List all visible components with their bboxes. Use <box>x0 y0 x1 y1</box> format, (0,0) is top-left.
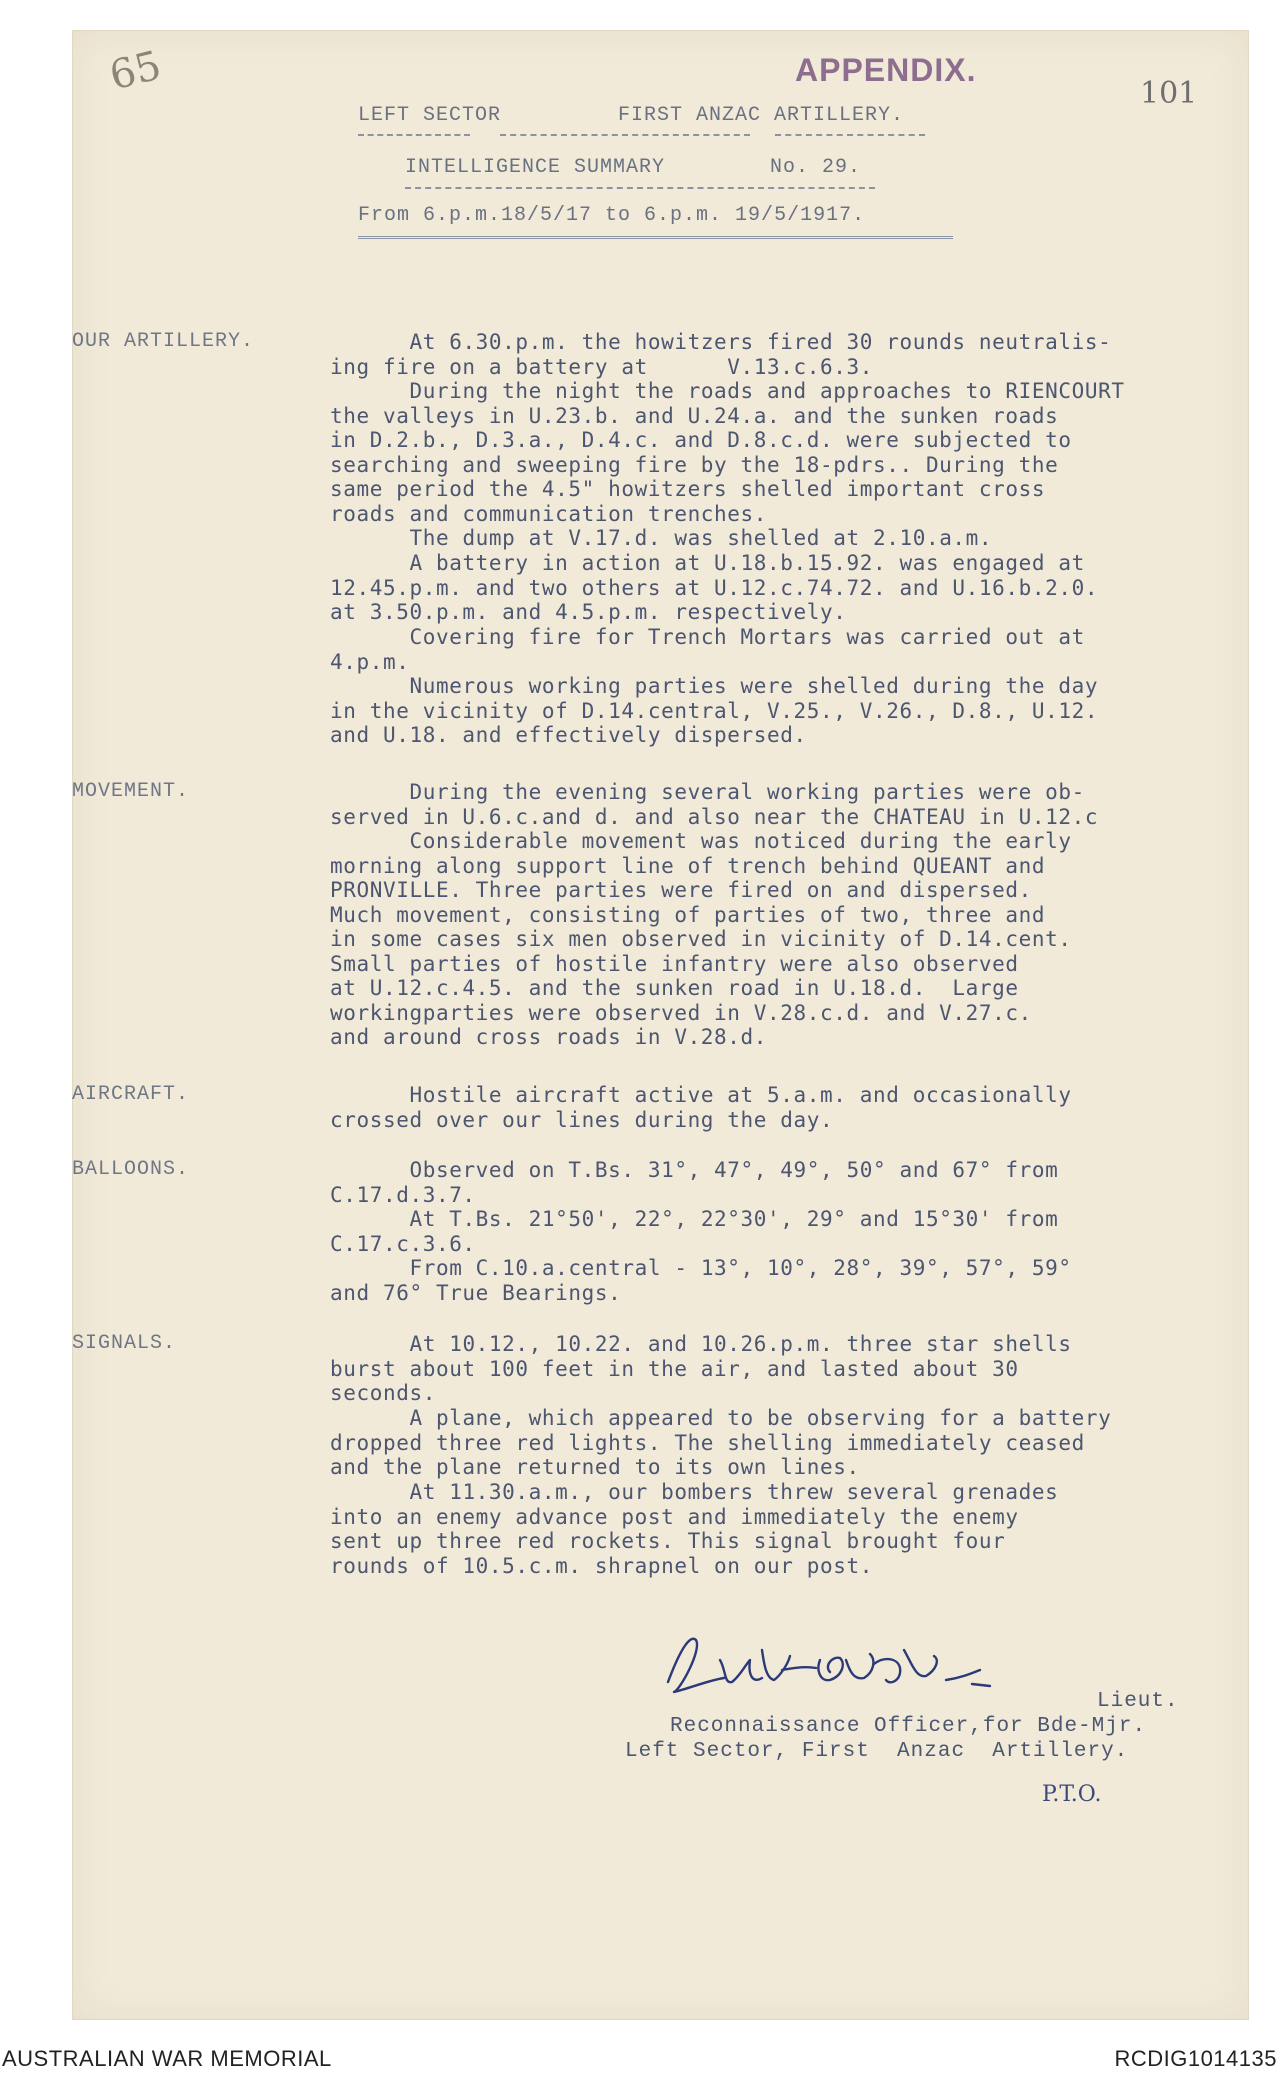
archive-name: AUSTRALIAN WAR MEMORIAL <box>2 2046 332 2071</box>
balloons-paragraph: Observed on T.Bs. 31°, 47°, 49°, 50° and 67° from C.17.d.3.7. <box>330 1158 1059 1207</box>
artillery-paragraph: At 6.30.p.m. the howitzers fired 30 rounds neutralis- ing fire on a battery at V.13.c.6.3. <box>330 330 1112 379</box>
artillery-paragraph: During the night the roads and approaches to RIENCOURT the valleys in U.23.b. and U.24.a. and the sunken roads in D.2.b., D.3.a., D.4.c. and D.8.c.d. were subjected to searching and sweeping fire by the 18-pdrs.. During the same period the 4.5" howitzers shelled important cross roads and communication trenches. <box>330 379 1125 526</box>
folio-number: 101 <box>1140 76 1198 111</box>
artillery-paragraph: Covering fire for Trench Mortars was carried out at 4.p.m. <box>330 625 1085 674</box>
summary-period: From 6.p.m.18/5/17 to 6.p.m. 19/5/1917. <box>358 204 866 227</box>
balloons-paragraph: From C.10.a.central - 13°, 10°, 28°, 39°, 57°, 59° and 76° True Bearings. <box>330 1256 1072 1305</box>
signature-unit: Left Sector, First Anzac Artillery. <box>625 1740 1129 1763</box>
signals-paragraph: A plane, which appeared to be observing for a battery dropped three red lights. The shelling immediately ceased and the plane returned to its own lines. <box>330 1406 1112 1479</box>
signals-paragraph: At 10.12., 10.22. and 10.26.p.m. three star shells burst about 100 feet in the air, and lasted about 30 seconds. <box>330 1332 1072 1405</box>
signature-rank: Lieut. <box>1097 1690 1179 1713</box>
header-rule <box>500 134 750 136</box>
movement-paragraph: Considerable movement was noticed during the early morning along support line of trench behind QUEANT and PRONVILLE. Three parties were fired on and dispersed. Much movement, consisting of parties of two, three and in some cases six men observed in vicinity of D.14.cent. Small parties of hostile infantry were also observed at U.12.c.4.5. and the sunken road in U.18.d. Large workingparties were observed in V.28.c.d. and V.27.c. and around cross roads in V.28.d. <box>330 829 1072 1049</box>
header-sector: LEFT SECTOR <box>358 104 502 127</box>
handwritten-signature <box>650 1620 1030 1710</box>
archive-footer <box>0 2032 1283 2082</box>
artillery-paragraph: A battery in action at U.18.b.15.92. was engaged at 12.45.p.m. and two others at U.12.c.74.72. and U.16.b.2.0. at 3.50.p.m. and 4.5.p.m. respectively. <box>330 551 1099 624</box>
section-label-aircraft: AIRCRAFT. <box>72 1083 190 1106</box>
artillery-paragraph: Numerous working parties were shelled during the day in the vicinity of D.14.central, V.25., V.26., D.8., U.12. and U.18. and effectively dispersed. <box>330 674 1099 747</box>
archive-reference: RCDIG1014135 <box>1114 2046 1277 2071</box>
period-rule <box>358 236 953 239</box>
summary-number: No. 29. <box>770 156 862 179</box>
aircraft-paragraph: Hostile aircraft active at 5.a.m. and occasionally crossed over our lines during the day. <box>330 1083 1072 1132</box>
pto-note: P.T.O. <box>1042 1782 1102 1807</box>
section-label-our-artillery: OUR ARTILLERY. <box>72 330 255 353</box>
header-rule <box>775 134 925 136</box>
header-rule <box>358 134 470 136</box>
handwritten-page-number: 65 <box>105 42 166 100</box>
artillery-paragraph: The dump at V.17.d. was shelled at 2.10.a.m. <box>330 526 993 550</box>
appendix-stamp: APPENDIX. <box>795 52 977 88</box>
title-rule <box>405 187 875 189</box>
signals-paragraph: At 11.30.a.m., our bombers threw several grenades into an enemy advance post and immediately the enemy sent up three red rockets. This signal brought four rounds of 10.5.c.m. shrapnel on our post. <box>330 1480 1059 1578</box>
header-unit: FIRST ANZAC ARTILLERY. <box>618 104 905 127</box>
signature-role: Reconnaissance Officer,for Bde-Mjr. <box>670 1715 1147 1738</box>
section-label-balloons: BALLOONS. <box>72 1158 190 1181</box>
summary-title: INTELLIGENCE SUMMARY <box>405 156 666 179</box>
section-label-signals: SIGNALS. <box>72 1332 177 1355</box>
section-label-movement: MOVEMENT. <box>72 780 190 803</box>
balloons-paragraph: At T.Bs. 21°50', 22°, 22°30', 29° and 15°30' from C.17.c.3.6. <box>330 1207 1059 1256</box>
movement-paragraph: During the evening several working parties were ob- served in U.6.c.and d. and also near the CHATEAU in U.12.c <box>330 780 1099 829</box>
